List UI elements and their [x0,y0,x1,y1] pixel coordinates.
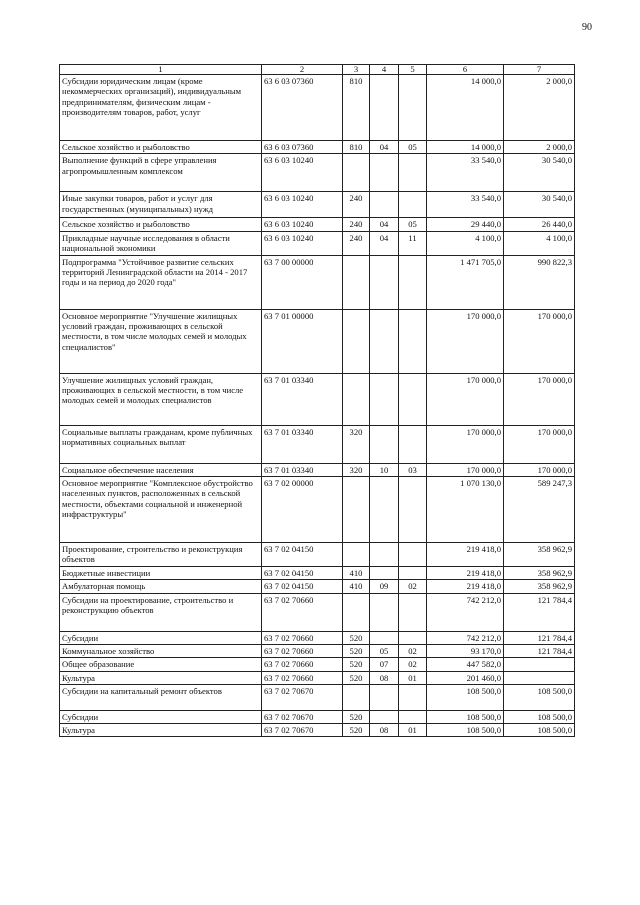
expense-type-cell [343,476,370,542]
subsection-cell [399,192,427,218]
expense-type-cell [343,154,370,192]
section-cell [370,710,399,723]
amount-year2-cell: 358 962,9 [504,566,575,579]
row-name-cell: Прикладные научные исследования в области национальной экономики [60,231,262,255]
table-row [60,566,575,579]
row-name-cell: Основное мероприятие "Комплексное обустройство населенных пунктов, расположенных в сельской местности, объектами социальной и инженерной инфраструктуры" [60,476,262,542]
target-code-cell: 63 7 02 70670 [262,724,343,737]
amount-year2-cell: 30 540,0 [504,154,575,192]
subsection-cell: 01 [399,671,427,684]
expense-type-cell: 810 [343,141,370,154]
target-code-cell: 63 7 02 70660 [262,671,343,684]
expense-type-cell [343,309,370,373]
amount-year2-cell: 121 784,4 [504,631,575,644]
section-cell: 05 [370,644,399,657]
amount-year2-cell: 170 000,0 [504,463,575,476]
expense-type-cell: 410 [343,566,370,579]
row-name-cell: Выполнение функций в сфере управления агропромышленным комплексом [60,154,262,192]
expense-type-cell: 410 [343,580,370,593]
target-code-cell: 63 7 01 00000 [262,309,343,373]
section-cell: 08 [370,724,399,737]
row-name-cell: Социальные выплаты гражданам, кроме публичных нормативных социальных выплат [60,425,262,463]
subsection-cell [399,631,427,644]
subsection-cell: 01 [399,724,427,737]
expense-type-cell: 810 [343,75,370,141]
amount-year1-cell: 170 000,0 [427,373,504,425]
table-row [60,309,575,373]
subsection-cell: 05 [399,141,427,154]
subsection-cell: 11 [399,231,427,255]
table-row [60,542,575,566]
table-row [60,684,575,710]
table-row [60,373,575,425]
amount-year1-cell: 14 000,0 [427,141,504,154]
amount-year1-cell: 33 540,0 [427,154,504,192]
row-name-cell: Коммунальное хозяйство [60,644,262,657]
expense-type-cell: 520 [343,631,370,644]
target-code-cell: 63 7 02 70670 [262,684,343,710]
amount-year1-cell: 1 070 130,0 [427,476,504,542]
amount-year1-cell: 742 212,0 [427,593,504,631]
target-code-cell: 63 7 02 70660 [262,631,343,644]
target-code-cell: 63 6 03 10240 [262,218,343,231]
amount-year1-cell: 170 000,0 [427,309,504,373]
amount-year1-cell: 170 000,0 [427,463,504,476]
expense-type-cell [343,373,370,425]
amount-year2-cell: 108 500,0 [504,684,575,710]
target-code-cell: 63 6 03 10240 [262,154,343,192]
section-cell [370,75,399,141]
subsection-cell [399,476,427,542]
amount-year1-cell: 447 582,0 [427,658,504,671]
amount-year2-cell: 26 440,0 [504,218,575,231]
budget-table [59,64,575,737]
section-cell [370,192,399,218]
section-cell [370,373,399,425]
table-row [60,192,575,218]
column-number-header [60,65,575,75]
row-name-cell: Сельское хозяйство и рыболовство [60,141,262,154]
expense-type-cell: 240 [343,231,370,255]
row-name-cell: Сельское хозяйство и рыболовство [60,218,262,231]
section-cell [370,684,399,710]
subsection-cell [399,684,427,710]
target-code-cell: 63 6 03 07360 [262,141,343,154]
expense-type-cell: 240 [343,192,370,218]
table-row [60,593,575,631]
amount-year1-cell: 219 418,0 [427,542,504,566]
amount-year1-cell: 4 100,0 [427,231,504,255]
amount-year2-cell [504,671,575,684]
amount-year2-cell: 30 540,0 [504,192,575,218]
row-name-cell: Субсидии [60,631,262,644]
subsection-cell: 03 [399,463,427,476]
amount-year1-cell: 93 170,0 [427,644,504,657]
row-name-cell: Проектирование, строительство и реконструкция объектов [60,542,262,566]
table-row [60,231,575,255]
amount-year2-cell: 358 962,9 [504,580,575,593]
table-row [60,463,575,476]
amount-year1-cell: 1 471 705,0 [427,255,504,309]
section-cell [370,631,399,644]
expense-type-cell: 520 [343,710,370,723]
target-code-cell: 63 7 02 00000 [262,476,343,542]
subsection-cell: 02 [399,658,427,671]
target-code-cell: 63 7 01 03340 [262,425,343,463]
col-header-7: 7 [504,65,575,75]
section-cell [370,154,399,192]
section-cell: 09 [370,580,399,593]
amount-year1-cell: 29 440,0 [427,218,504,231]
expense-type-cell: 320 [343,425,370,463]
amount-year2-cell: 2 000,0 [504,141,575,154]
target-code-cell: 63 7 01 03340 [262,463,343,476]
subsection-cell [399,710,427,723]
section-cell [370,425,399,463]
amount-year2-cell [504,658,575,671]
target-code-cell: 63 6 03 10240 [262,231,343,255]
table-row [60,631,575,644]
section-cell [370,566,399,579]
subsection-cell [399,255,427,309]
section-cell: 04 [370,231,399,255]
section-cell [370,542,399,566]
subsection-cell: 02 [399,580,427,593]
table-row [60,658,575,671]
row-name-cell: Подпрограмма "Устойчивое развитие сельских территорий Ленинградской области на 2014 - 2017 годы и на период до 2020 года" [60,255,262,309]
expense-type-cell [343,542,370,566]
row-name-cell: Субсидии на капитальный ремонт объектов [60,684,262,710]
amount-year1-cell: 219 418,0 [427,580,504,593]
section-cell: 10 [370,463,399,476]
target-code-cell: 63 7 02 70670 [262,710,343,723]
amount-year1-cell: 742 212,0 [427,631,504,644]
col-header-3: 3 [343,65,370,75]
target-code-cell: 63 7 02 04150 [262,566,343,579]
amount-year2-cell: 589 247,3 [504,476,575,542]
expense-type-cell [343,593,370,631]
table-row [60,218,575,231]
amount-year2-cell: 170 000,0 [504,425,575,463]
row-name-cell: Общее образование [60,658,262,671]
amount-year2-cell: 358 962,9 [504,542,575,566]
row-name-cell: Основное мероприятие "Улучшение жилищных условий граждан, проживающих в сельской местности, в том числе молодых семей и молодых специалистов" [60,309,262,373]
amount-year2-cell: 108 500,0 [504,724,575,737]
target-code-cell: 63 7 00 00000 [262,255,343,309]
amount-year2-cell: 2 000,0 [504,75,575,141]
table-row [60,710,575,723]
section-cell: 04 [370,141,399,154]
amount-year1-cell: 14 000,0 [427,75,504,141]
subsection-cell [399,75,427,141]
expense-type-cell: 520 [343,724,370,737]
target-code-cell: 63 7 02 04150 [262,580,343,593]
target-code-cell: 63 7 02 70660 [262,658,343,671]
amount-year1-cell: 108 500,0 [427,710,504,723]
row-name-cell: Культура [60,671,262,684]
page-number: 90 [582,22,592,33]
col-header-6: 6 [427,65,504,75]
table-row [60,724,575,737]
amount-year1-cell: 33 540,0 [427,192,504,218]
amount-year1-cell: 201 460,0 [427,671,504,684]
amount-year1-cell: 219 418,0 [427,566,504,579]
table-row [60,644,575,657]
section-cell: 07 [370,658,399,671]
amount-year2-cell: 108 500,0 [504,710,575,723]
row-name-cell: Амбулаторная помощь [60,580,262,593]
subsection-cell [399,309,427,373]
section-cell [370,476,399,542]
table-row [60,476,575,542]
expense-type-cell: 520 [343,644,370,657]
target-code-cell: 63 7 02 70660 [262,593,343,631]
subsection-cell [399,373,427,425]
amount-year1-cell: 108 500,0 [427,684,504,710]
expense-type-cell: 520 [343,658,370,671]
table-row [60,425,575,463]
col-header-1: 1 [60,65,262,75]
section-cell: 04 [370,218,399,231]
row-name-cell: Иные закупки товаров, работ и услуг для государственных (муниципальных) нужд [60,192,262,218]
row-name-cell: Социальное обеспечение населения [60,463,262,476]
subsection-cell [399,154,427,192]
amount-year2-cell: 990 822,3 [504,255,575,309]
col-header-2: 2 [262,65,343,75]
col-header-5: 5 [399,65,427,75]
table-row [60,141,575,154]
subsection-cell [399,425,427,463]
section-cell [370,255,399,309]
amount-year2-cell: 121 784,4 [504,644,575,657]
table-row [60,580,575,593]
expense-type-cell [343,684,370,710]
subsection-cell: 02 [399,644,427,657]
amount-year1-cell: 170 000,0 [427,425,504,463]
row-name-cell: Улучшение жилищных условий граждан, проживающих в сельской местности, в том числе молодых семей и молодых специалистов [60,373,262,425]
target-code-cell: 63 7 02 04150 [262,542,343,566]
subsection-cell [399,566,427,579]
expense-type-cell: 320 [343,463,370,476]
section-cell [370,593,399,631]
amount-year2-cell: 4 100,0 [504,231,575,255]
col-header-4: 4 [370,65,399,75]
target-code-cell: 63 7 01 03340 [262,373,343,425]
row-name-cell: Бюджетные инвестиции [60,566,262,579]
section-cell: 08 [370,671,399,684]
subsection-cell [399,593,427,631]
amount-year2-cell: 170 000,0 [504,373,575,425]
amount-year2-cell: 121 784,4 [504,593,575,631]
expense-type-cell [343,255,370,309]
target-code-cell: 63 7 02 70660 [262,644,343,657]
table-row [60,255,575,309]
subsection-cell: 05 [399,218,427,231]
row-name-cell: Субсидии [60,710,262,723]
row-name-cell: Субсидии юридическим лицам (кроме некоммерческих организаций), индивидуальным предпринимателям, физическим лицам - производителям товаров, работ, услуг [60,75,262,141]
section-cell [370,309,399,373]
row-name-cell: Культура [60,724,262,737]
table-row [60,671,575,684]
target-code-cell: 63 6 03 10240 [262,192,343,218]
amount-year1-cell: 108 500,0 [427,724,504,737]
table-row [60,75,575,141]
row-name-cell: Субсидии на проектирование, строительство и реконструкцию объектов [60,593,262,631]
subsection-cell [399,542,427,566]
expense-type-cell: 240 [343,218,370,231]
amount-year2-cell: 170 000,0 [504,309,575,373]
table-row [60,154,575,192]
target-code-cell: 63 6 03 07360 [262,75,343,141]
expense-type-cell: 520 [343,671,370,684]
